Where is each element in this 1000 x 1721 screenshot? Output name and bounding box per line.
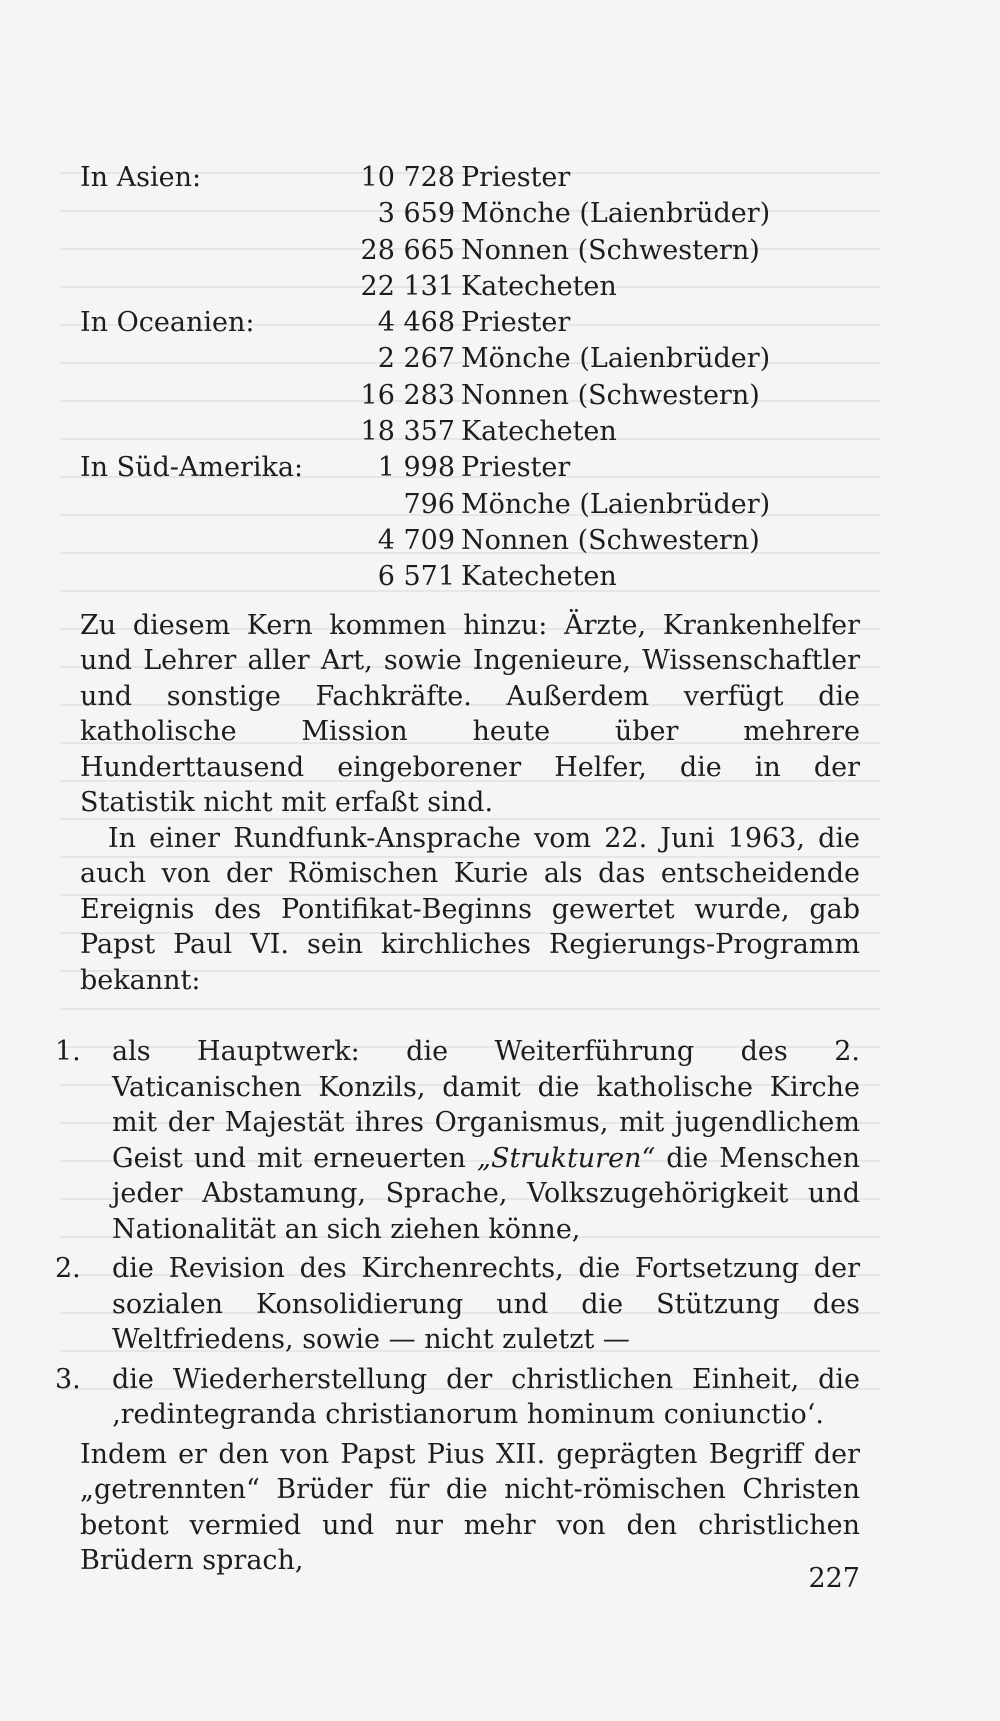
stat-number: 3 659 bbox=[377, 198, 455, 230]
stat-row bbox=[80, 414, 860, 450]
stat-label: Nonnen (Schwestern) bbox=[461, 234, 760, 266]
stat-number: 28 665 bbox=[360, 234, 455, 266]
stat-region: In Asien: bbox=[80, 162, 202, 193]
stat-number: 4 468 bbox=[377, 307, 455, 339]
stat-number: 18 357 bbox=[360, 416, 455, 448]
stat-label: Katecheten bbox=[461, 561, 617, 593]
stat-number: 16 283 bbox=[360, 379, 455, 411]
stat-region: In Süd-Amerika: bbox=[80, 452, 304, 484]
stat-label: Mönche (Laienbrüder) bbox=[461, 198, 771, 230]
stat-row bbox=[80, 233, 860, 269]
list-item-italic-term: „Strukturen“ bbox=[476, 1142, 656, 1174]
book-page bbox=[55, 160, 860, 1594]
stat-row bbox=[80, 269, 860, 305]
list-marker: 1. bbox=[55, 1036, 81, 1068]
stat-row bbox=[80, 523, 860, 559]
stat-number: 6 571 bbox=[377, 561, 455, 593]
stat-label: Priester bbox=[461, 307, 571, 339]
stat-row bbox=[80, 196, 860, 232]
stat-row bbox=[80, 160, 860, 196]
stat-number: 4 709 bbox=[377, 524, 455, 556]
stat-number: 2 267 bbox=[377, 343, 455, 375]
stat-number: 1 998 bbox=[377, 452, 455, 484]
stat-label: Nonnen (Schwestern) bbox=[461, 379, 760, 411]
stat-number: 796 bbox=[403, 488, 455, 520]
stat-label: Priester bbox=[461, 452, 571, 484]
list-marker: 3. bbox=[55, 1363, 81, 1395]
stat-region: In Oceanien: bbox=[80, 307, 255, 339]
stat-row bbox=[80, 487, 860, 523]
stat-label: Priester bbox=[461, 162, 571, 193]
stat-row bbox=[80, 305, 860, 341]
program-list bbox=[55, 1034, 860, 1433]
stat-row bbox=[80, 378, 860, 414]
stat-label: Mönche (Laienbrüder) bbox=[461, 488, 771, 520]
stat-row bbox=[80, 450, 860, 486]
list-item-text: die Menschen jeder Abstamung, Sprache, Volkszugehörigkeit und Nationalität an sich ziehen könne, bbox=[112, 1142, 860, 1245]
stat-label: Katecheten bbox=[461, 416, 617, 448]
list-item bbox=[55, 1034, 860, 1247]
stat-number: 22 131 bbox=[360, 270, 455, 302]
list-item bbox=[55, 1251, 860, 1358]
list-item bbox=[55, 1362, 860, 1433]
paragraph-radio-address: In einer Rundfunk-Ansprache vom 22. Juni 1963, die auch von der Römischen Kurie als das entscheidende Ereignis des Pontifikat-Beginns gewertet wurde, gab Papst Paul VI. sein kirchliches Regierungs-Programm bekannt: bbox=[80, 822, 860, 996]
stat-row bbox=[80, 341, 860, 377]
stat-number: 10 728 bbox=[360, 162, 455, 193]
mission-statistics-table bbox=[80, 160, 860, 596]
stat-label: Nonnen (Schwestern) bbox=[461, 524, 760, 556]
paragraph-mission-helpers: Zu diesem Kern kommen hinzu: Ärzte, Krankenhelfer und Lehrer aller Art, sowie Ingenieure, Wissenschaftler und sonstige Fachkräfte. Außerdem verfügt die katholische Mission heute über mehrere Hunderttausend eingeborener Helfer, die in der Statistik nicht mit erfaßt sind. bbox=[80, 609, 860, 819]
list-item-text: die Revision des Kirchenrechts, die Fortsetzung der sozialen Konsolidierung und die Stützung des Weltfriedens, sowie — nicht zuletzt — bbox=[112, 1253, 860, 1356]
list-marker: 2. bbox=[55, 1253, 81, 1285]
stat-label: Mönche (Laienbrüder) bbox=[461, 343, 771, 375]
list-item-text: die Wiederherstellung der christlichen Einheit, die ‚redintegranda christianorum hominum coniunctio‘. bbox=[112, 1363, 860, 1431]
list-item-text: als Hauptwerk: die Weiterführung des 2. Vaticanischen Konzils, damit die katholische Kirche mit der Majestät ihres Organismus, mit jugendlichem Geist und mit erneuerten bbox=[112, 1036, 860, 1174]
page-number: 227 bbox=[808, 1563, 860, 1594]
paragraph-separated-brothers: Indem er den von Papst Pius XII. geprägten Begriff der „getrennten“ Brüder für die nicht-römischen Christen betont vermied und nur mehr von den christlichen Brüdern sprach, bbox=[80, 1438, 860, 1577]
stat-label: Katecheten bbox=[461, 270, 617, 302]
stat-row bbox=[80, 559, 860, 595]
